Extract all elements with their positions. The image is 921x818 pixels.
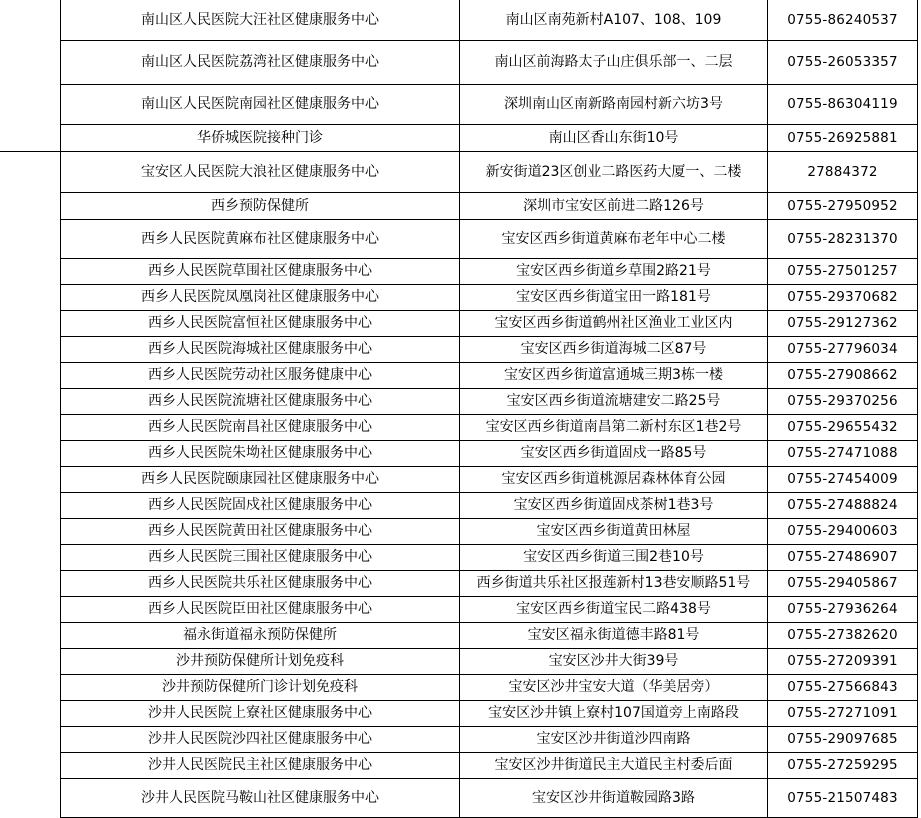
cell-name[interactable]: 南山区人民医院南园社区健康服务中心	[141, 96, 379, 112]
cell-phone[interactable]: 0755-86240537	[787, 12, 898, 28]
cell-address[interactable]: 宝安区西乡街道固戍一路85号	[520, 445, 707, 461]
cell-name[interactable]: 西乡人民医院颐康园社区健康服务中心	[141, 471, 379, 487]
cell-address[interactable]: 宝安区西乡街道三围2巷10号	[523, 549, 704, 565]
cell-phone[interactable]: 0755-27950952	[787, 197, 898, 214]
cell-address[interactable]: 新安街道23区创业二路医药大厦一、二楼	[485, 163, 742, 180]
cell-phone[interactable]: 27884372	[807, 163, 878, 180]
cell-phone[interactable]: 0755-29400603	[787, 523, 898, 539]
cell-phone[interactable]: 0755-27209391	[787, 653, 898, 669]
cell-phone[interactable]: 0755-27936264	[787, 601, 898, 617]
cell-phone[interactable]: 0755-27501257	[787, 263, 898, 279]
cell-name[interactable]: 南山区人民医院荔湾社区健康服务中心	[141, 54, 379, 70]
grid-vline	[917, 0, 918, 818]
cell-name[interactable]: 南山区人民医院大汪社区健康服务中心	[141, 12, 379, 28]
cell-name[interactable]: 宝安区人民医院大浪社区健康服务中心	[141, 163, 379, 180]
cell-name[interactable]: 沙井人民医院上寮社区健康服务中心	[148, 705, 372, 721]
cell-phone[interactable]: 0755-29370256	[787, 393, 898, 409]
cell-phone[interactable]: 0755-27486907	[787, 549, 898, 565]
cell-phone[interactable]: 0755-27566843	[787, 679, 898, 695]
cell-address[interactable]: 宝安区西乡街道黄田林屋	[536, 523, 691, 539]
cell-address[interactable]: 宝安区西乡街道南昌第二新村东区1巷2号	[485, 419, 742, 435]
cell-phone[interactable]: 0755-27471088	[787, 445, 898, 461]
cell-phone[interactable]: 0755-29405867	[787, 575, 898, 591]
cell-phone[interactable]: 0755-27796034	[787, 341, 898, 357]
cell-address[interactable]: 南山区前海路太子山庄俱乐部一、二层	[494, 54, 733, 70]
cell-phone[interactable]: 0755-27259295	[787, 757, 898, 773]
cell-name[interactable]: 沙井预防保健所计划免疫科	[176, 653, 344, 669]
cell-name[interactable]: 西乡人民医院黄麻布社区健康服务中心	[141, 230, 379, 247]
cell-name[interactable]: 福永街道福永预防保健所	[183, 627, 337, 643]
cell-address[interactable]: 南山区南苑新村A107、108、109	[505, 12, 722, 28]
cell-name[interactable]: 沙井人民医院民主社区健康服务中心	[148, 757, 372, 773]
cell-name[interactable]: 沙井预防保健所门诊计划免疫科	[162, 679, 358, 695]
cell-name[interactable]: 西乡人民医院朱坳社区健康服务中心	[148, 445, 372, 461]
cell-name[interactable]: 西乡人民医院共乐社区健康服务中心	[148, 575, 372, 591]
cell-name[interactable]: 西乡人民医院黄田社区健康服务中心	[148, 523, 372, 539]
cell-address[interactable]: 宝安区沙井街道鞍园路3路	[532, 790, 695, 806]
cell-name[interactable]: 沙井人民医院沙四社区健康服务中心	[148, 731, 372, 747]
cell-phone[interactable]: 0755-27488824	[787, 497, 898, 513]
cell-name[interactable]: 西乡预防保健所	[211, 197, 309, 214]
cell-phone[interactable]: 0755-26053357	[787, 54, 898, 70]
cell-address[interactable]: 宝安区沙井镇上寮村107国道旁上南路段	[488, 705, 739, 721]
cell-address[interactable]: 宝安区西乡街道黄麻布老年中心二楼	[501, 230, 726, 247]
cell-address[interactable]: 宝安区沙井大街39号	[548, 653, 679, 669]
cell-phone[interactable]: 0755-29370682	[787, 289, 898, 305]
cell-name[interactable]: 沙井人民医院马鞍山社区健康服务中心	[141, 790, 379, 806]
cell-name[interactable]: 西乡人民医院流塘社区健康服务中心	[148, 393, 372, 409]
cell-name[interactable]: 西乡人民医院南昌社区健康服务中心	[148, 419, 372, 435]
cell-address[interactable]: 深圳南山区南新路南园村新六坊3号	[504, 96, 723, 112]
cell-address[interactable]: 深圳市宝安区前进二路126号	[523, 197, 704, 214]
cell-name[interactable]: 西乡人民医院草围社区健康服务中心	[148, 263, 372, 279]
cell-phone[interactable]: 0755-29655432	[787, 419, 898, 435]
cell-phone[interactable]: 0755-27454009	[787, 471, 898, 487]
cell-phone[interactable]: 0755-27908662	[787, 367, 898, 383]
cell-name[interactable]: 西乡人民医院凤凰岗社区健康服务中心	[141, 289, 379, 305]
cell-address[interactable]: 宝安区西乡街道宝民二路438号	[516, 601, 711, 617]
cell-name[interactable]: 西乡人民医院三围社区健康服务中心	[148, 549, 372, 565]
cell-phone[interactable]: 0755-29097685	[787, 731, 898, 747]
cell-address[interactable]: 南山区香山东街10号	[548, 129, 679, 146]
cell-phone[interactable]: 0755-86304119	[787, 96, 898, 112]
cell-phone[interactable]: 0755-27382620	[787, 627, 898, 643]
cell-address[interactable]: 宝安区沙井街道沙四南路	[536, 731, 691, 747]
cell-name[interactable]: 西乡人民医院劳动社区服务健康中心	[148, 367, 372, 383]
cell-address[interactable]: 宝安区西乡街道富通城三期3栋一楼	[504, 367, 723, 383]
cell-name[interactable]: 西乡人民医院富恒社区健康服务中心	[148, 315, 372, 331]
cell-name[interactable]: 华侨城医院接种门诊	[197, 129, 323, 146]
cell-address[interactable]: 宝安区沙井宝安大道（华美居旁）	[508, 679, 719, 695]
cell-address[interactable]: 宝安区西乡街道流塘建安二路25号	[506, 393, 721, 409]
cell-address[interactable]: 宝安区西乡街道宝田一路181号	[516, 289, 711, 305]
cell-address[interactable]: 宝安区西乡街道固戍茶树1巷3号	[513, 497, 714, 513]
cell-phone[interactable]: 0755-21507483	[787, 790, 898, 806]
cell-phone[interactable]: 0755-29127362	[787, 315, 898, 331]
cell-phone[interactable]: 0755-27271091	[787, 705, 898, 721]
cell-phone[interactable]: 0755-26925881	[787, 129, 898, 146]
cell-address[interactable]: 宝安区西乡街道海城二区87号	[520, 341, 707, 357]
cell-name[interactable]: 西乡人民医院固戍社区健康服务中心	[148, 497, 372, 513]
cell-address[interactable]: 西乡街道共乐社区报莲新村13巷安顺路51号	[476, 575, 751, 591]
grid-hline-stub	[0, 151, 60, 152]
cell-phone[interactable]: 0755-28231370	[787, 230, 898, 247]
cell-name[interactable]: 西乡人民医院臣田社区健康服务中心	[148, 601, 372, 617]
cell-address[interactable]: 宝安区西乡街道乡草围2路21号	[516, 263, 711, 279]
cell-name[interactable]: 西乡人民医院海城社区健康服务中心	[148, 341, 372, 357]
cell-address[interactable]: 宝安区西乡街道桃源居森林体育公园	[501, 471, 726, 487]
cell-address[interactable]: 宝安区沙井街道民主大道民主村委后面	[494, 757, 733, 773]
cell-address[interactable]: 宝安区福永街道德丰路81号	[527, 627, 700, 643]
cell-address[interactable]: 宝安区西乡街道鹤州社区渔业工业区内	[494, 315, 733, 331]
